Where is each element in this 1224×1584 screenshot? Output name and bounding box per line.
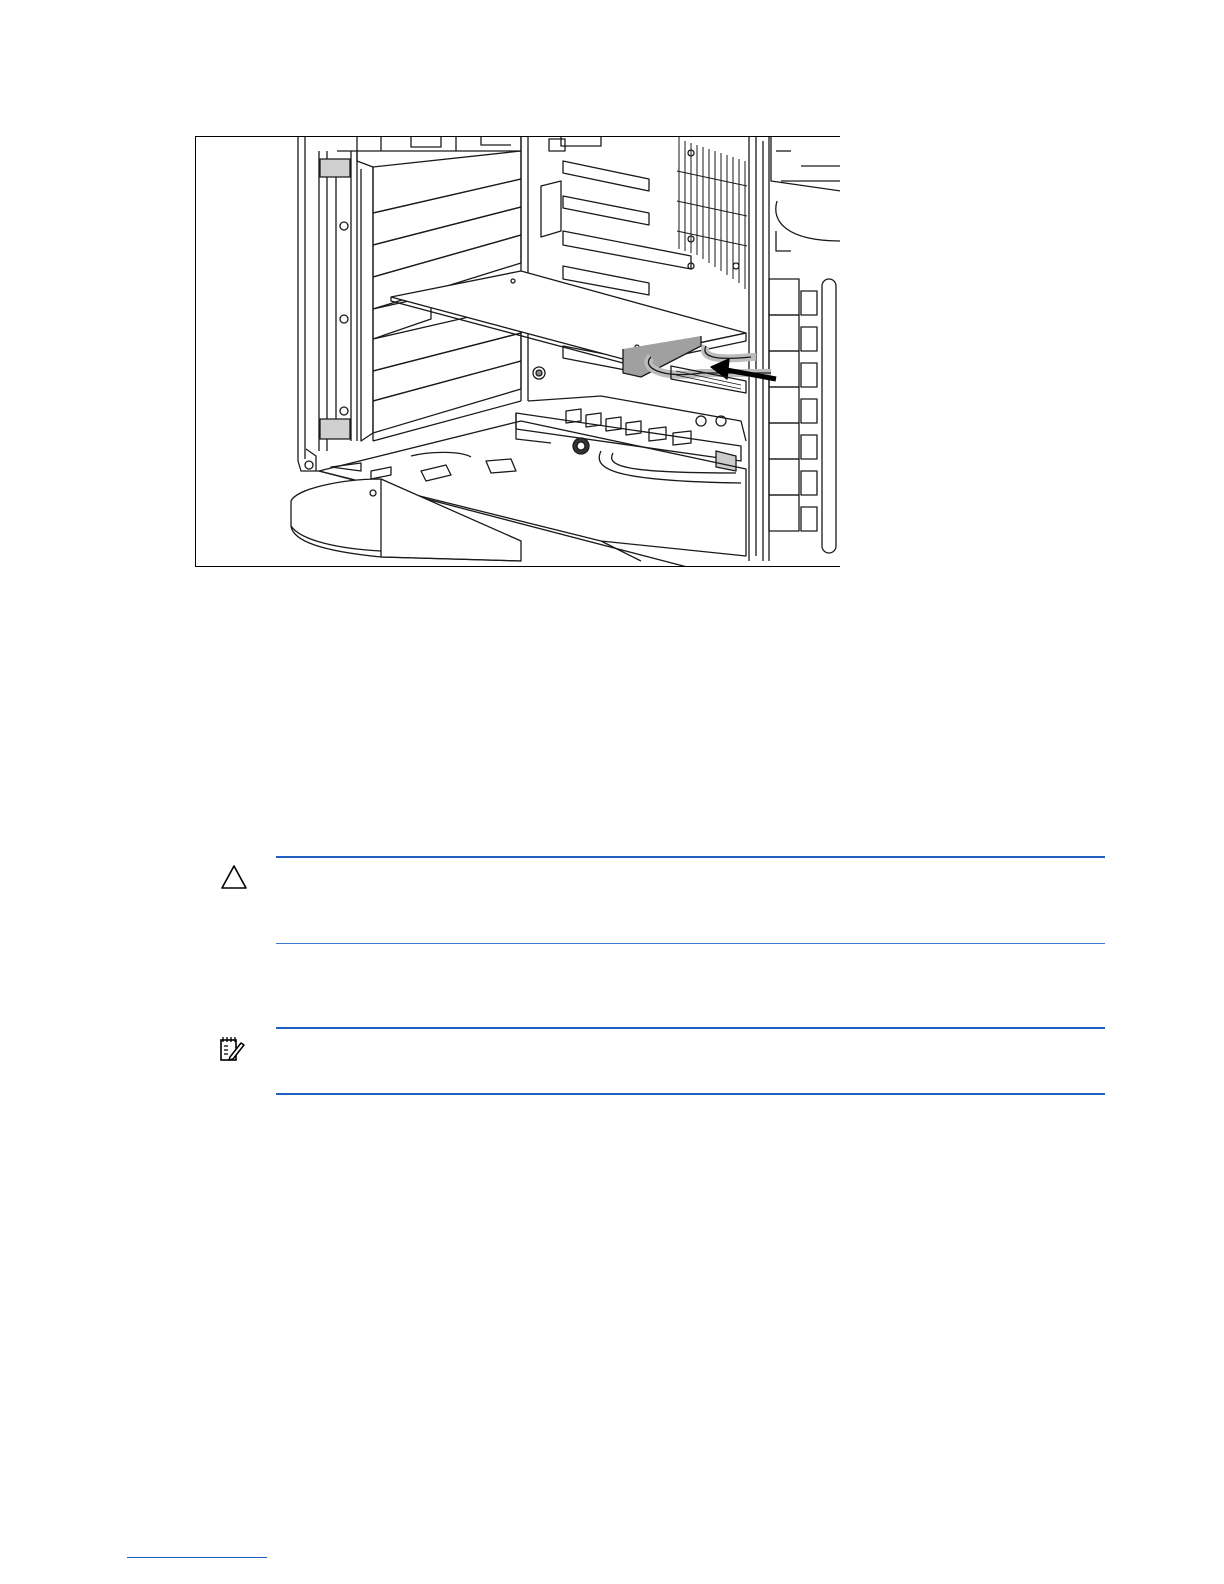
important-notepad-icon [219,1035,247,1063]
chassis-foot [291,479,521,561]
caution-triangle-icon [220,864,248,890]
important-notice [276,1027,1105,1095]
lower-board [516,409,741,483]
server-chassis-illustration [195,136,840,567]
caution-notice [276,856,1105,944]
chassis-top-edge [337,137,521,167]
footer-link[interactable] [127,1557,267,1558]
chassis-left-frame [298,137,357,471]
figure-illustration [195,136,840,567]
drive-bay-connectors [769,279,836,553]
chassis-right-wall [749,137,840,561]
